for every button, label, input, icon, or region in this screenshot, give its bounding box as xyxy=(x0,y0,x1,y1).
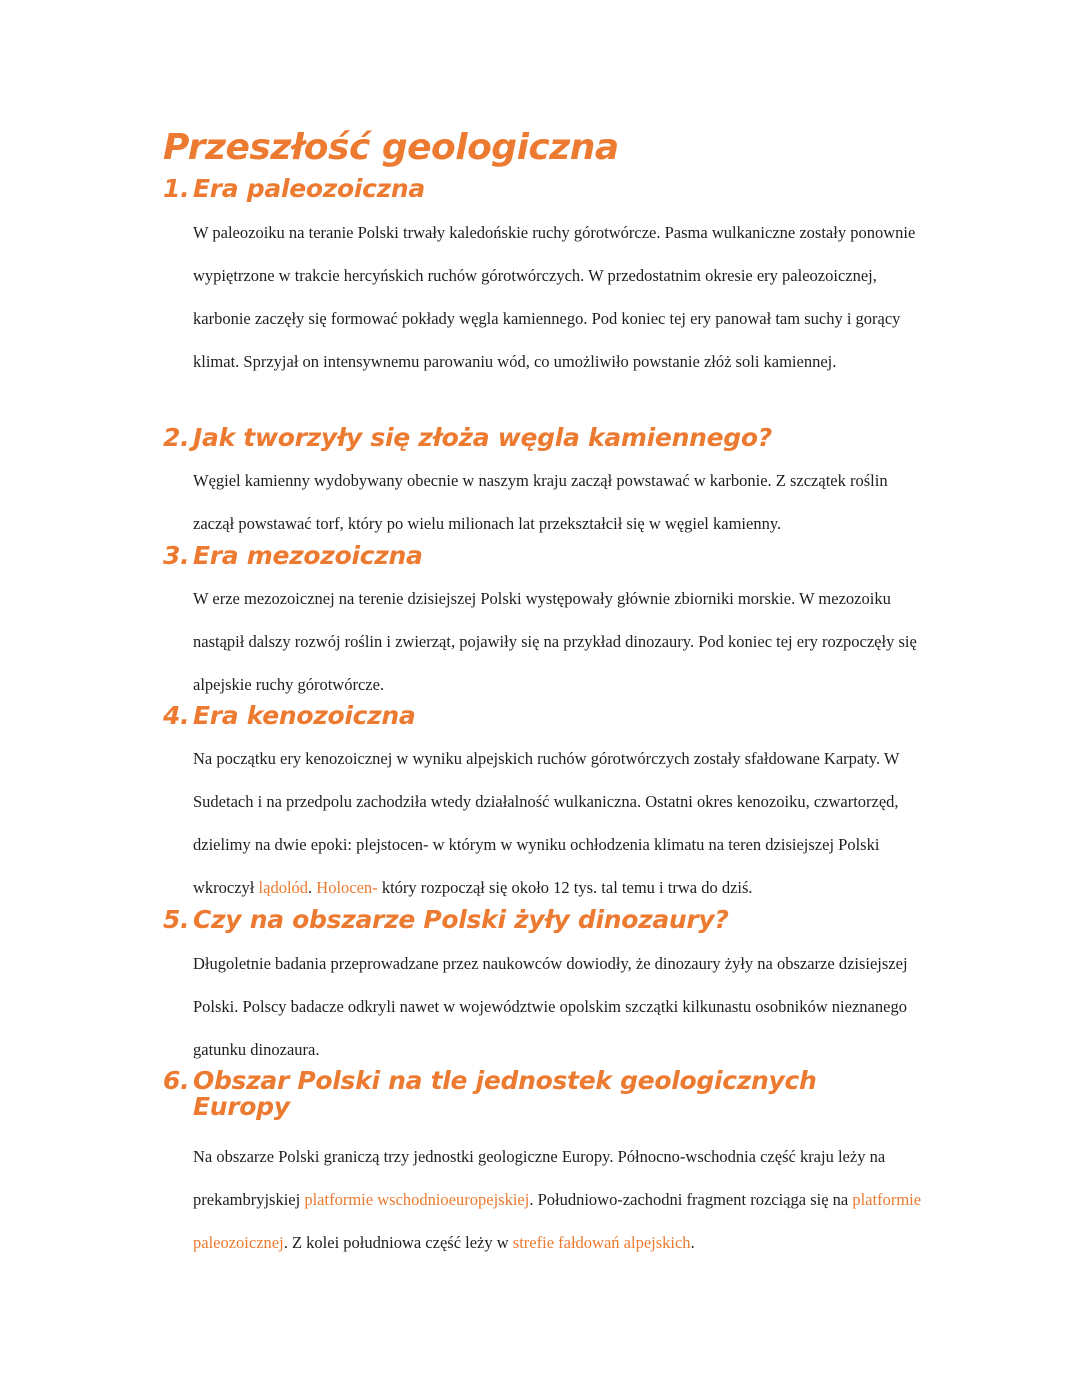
section-heading-3 xyxy=(163,543,423,569)
section-number-2: 2. xyxy=(163,423,190,452)
document-title: Przeszłość geologiczna xyxy=(163,127,619,168)
section-heading-text-1: Era paleozoiczna xyxy=(193,174,425,203)
paragraph-text: . xyxy=(308,878,317,897)
section-number-6: 6. xyxy=(163,1066,190,1095)
paragraph-text: . xyxy=(690,1233,695,1252)
paragraph-text: Na obszarze Polski graniczą trzy jednostki geologiczne Europy. Północno-wschodnia część kraju leży na prekambryjskiej xyxy=(193,1147,886,1209)
section-heading-text-6-line1: Obszar Polski na tle jednostek geologicznych xyxy=(193,1066,817,1095)
section-number-4: 4. xyxy=(163,701,190,730)
paragraph-text: . Południowo-zachodni fragment rozciąga się na xyxy=(529,1190,853,1209)
section-number-3: 3. xyxy=(163,541,190,570)
section-heading-6 xyxy=(163,1068,883,1120)
highlight-strefa-faldowan-alpejskich: strefie fałdowań alpejskich xyxy=(512,1233,691,1252)
section-heading-text-2: Jak tworzyły się złoża węgla kamiennego? xyxy=(193,423,772,452)
highlight-platforma-paleozoiczna: platformie paleozoicznej xyxy=(193,1190,922,1252)
paragraph-text: . Z kolei południowa część leży w xyxy=(283,1233,513,1252)
section-number-5: 5. xyxy=(163,905,190,934)
section-paragraph-6 xyxy=(193,1135,928,1264)
paragraph-text: Na początku ery kenozoicznej w wyniku alpejskich ruchów górotwórczych zostały sfałdowane Karpaty. W Sudetach i na przedpolu zachodziła wtedy działalność wulkaniczna. Ostatni okres kenozoiku, czwartorzęd, dzielimy na dwie epoki: plejstocen- w którym w wyniku ochłodzenia klimatu na teren dzisiejszej Polski wkroczył xyxy=(193,749,900,897)
section-heading-text-3: Era mezozoiczna xyxy=(193,541,423,570)
section-heading-2 xyxy=(163,425,772,451)
section-heading-text-5: Czy na obszarze Polski żyły dinozaury? xyxy=(193,905,729,934)
section-paragraph-5: Długoletnie badania przeprowadzane przez naukowców dowiodły, że dinozaury żyły na obszarze dzisiejszej Polski. Polscy badacze odkryli nawet w województwie opolskim szczątki kilkunastu osobników nieznanego gatunku dinozaura. xyxy=(193,954,908,1059)
section-heading-text-6-line2: Europy xyxy=(193,1092,290,1121)
section-heading-5 xyxy=(163,907,729,933)
section-paragraph-1: W paleozoiku na teranie Polski trwały kaledońskie ruchy górotwórcze. Pasma wulkaniczne zostały ponownie wypiętrzone w trakcie hercyńskich ruchów górotwórczych. W przedostatnim okresie ery paleozoicznej, karbonie zaczęły się formować pokłady węgla kamiennego. Pod koniec tej ery panował tam suchy i gorący klimat. Sprzyjał on intensywnemu parowaniu wód, co umożliwiło powstanie złóż soli kamiennej. xyxy=(193,223,916,371)
highlight-holocen: Holocen- xyxy=(316,878,378,897)
section-heading-1 xyxy=(163,176,425,202)
section-number-1: 1. xyxy=(163,174,190,203)
section-paragraph-2: Węgiel kamienny wydobywany obecnie w naszym kraju zaczął powstawać w karbonie. Z szczątek roślin zaczął powstawać torf, który po wielu milionach lat przekształcił się w węgiel kamienny. xyxy=(193,471,888,533)
section-heading-text-4: Era kenozoiczna xyxy=(193,701,416,730)
section-paragraph-3: W erze mezozoicznej na terenie dzisiejszej Polski występowały głównie zbiorniki morskie. W mezozoiku nastąpił dalszy rozwój roślin i zwierząt, pojawiły się na przykład dinozaury. Pod koniec tej ery rozpoczęły się alpejskie ruchy górotwórcze. xyxy=(193,589,917,694)
highlight-platforma-wschodnioeuropejska: platformie wschodnioeuropejskiej xyxy=(304,1190,530,1209)
highlight-ladolod: lądolód xyxy=(258,878,309,897)
section-heading-4 xyxy=(163,703,415,729)
section-paragraph-4 xyxy=(193,737,928,909)
paragraph-text: który rozpoczął się około 12 tys. tal temu i trwa do dziś. xyxy=(377,878,753,897)
